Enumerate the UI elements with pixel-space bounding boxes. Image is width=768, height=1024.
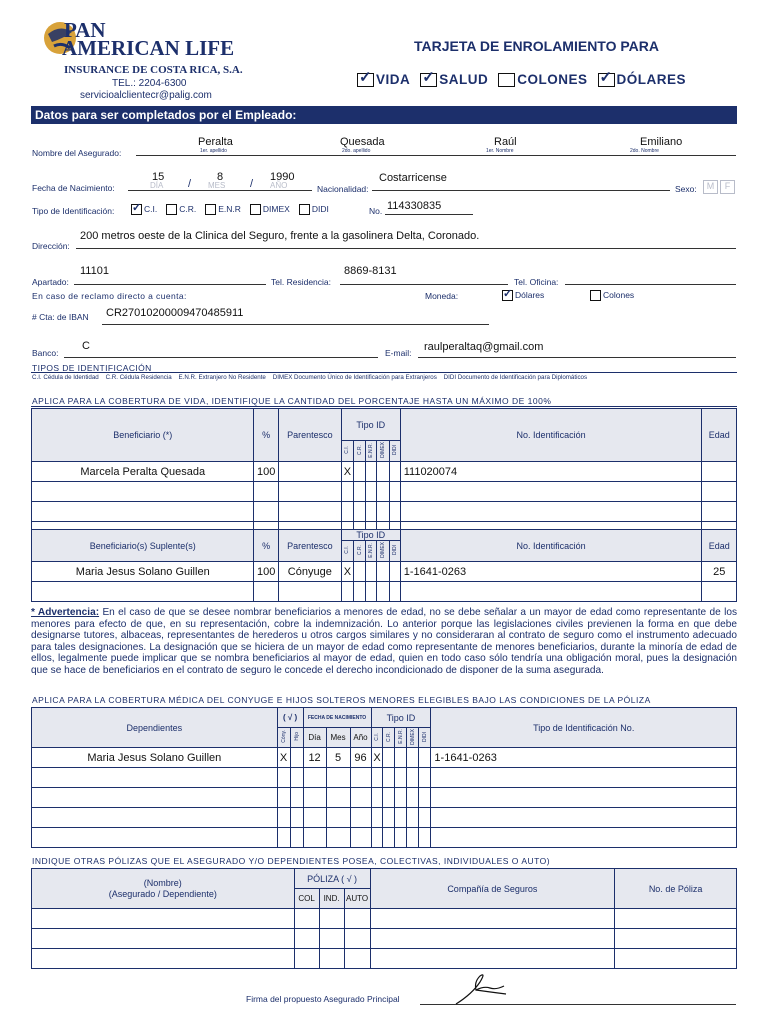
tel-office-label: Tel. Oficina: — [514, 277, 559, 287]
id-types-title: TIPOS DE IDENTIFICACIÓN — [32, 363, 152, 373]
birth-day[interactable]: 15 — [152, 171, 165, 183]
address-label: Dirección: — [32, 241, 70, 251]
id-no-label: No. — [369, 206, 383, 216]
option-vida[interactable]: ✓VIDA — [357, 72, 410, 87]
checkbox-icon[interactable] — [420, 73, 437, 87]
iban-label: # Cta: de IBAN — [32, 312, 89, 322]
birth-label: Fecha de Nacimiento: — [32, 183, 115, 193]
col-pct: % — [254, 409, 278, 462]
medical-section-title: APLICA PARA LA COBERTURA MÉDICA DEL CONYUGE E HIJOS SOLTEROS MENORES ELEGIBLES BAJO LAS CONDICIONES DE LA PÓLIZA — [32, 695, 651, 705]
table-row — [32, 929, 737, 949]
checkbox-icon[interactable] — [590, 290, 601, 301]
logo-subtitle: INSURANCE DE COSTA RICA, S.A. — [64, 64, 243, 76]
logo-american-life: AMERICAN LIFE — [62, 36, 235, 60]
email-contact: servicioalclientecr@palig.com — [80, 90, 212, 101]
currency-crc[interactable]: Colones — [590, 290, 634, 301]
col-name: (Nombre) — [143, 877, 182, 888]
table-row — [32, 808, 737, 828]
currency-label: Moneda: — [425, 291, 459, 301]
option-dolares[interactable]: ✓ DÓLARES — [598, 72, 687, 87]
currency-usd[interactable]: ✓ Dólares — [502, 290, 544, 301]
checkbox-icon[interactable] — [498, 73, 515, 87]
signature-label: Firma del propuesto Asegurado Principal — [246, 994, 400, 1004]
birth-day-sub: DÍA — [150, 181, 164, 190]
email[interactable]: raulperaltaq@gmail.com — [424, 341, 544, 353]
address[interactable]: 200 metros oeste de la Clinica del Seguro, frente a la gasolinera Delta, Coronado. — [80, 230, 480, 242]
tel-res-label: Tel. Residencia: — [271, 277, 332, 287]
beneficiaries-table: Beneficiario (*) % Parentesco Tipo ID No. Identificación Edad C.I. C.R. E.N.R. DIMEX DIDI Marcela Peralta Quesada 100 X 111020074 — [31, 408, 737, 542]
checkbox-icon[interactable] — [357, 73, 374, 87]
first-name-1-sub: 1er. Nombre — [486, 148, 514, 154]
sex-m[interactable]: M — [703, 180, 718, 194]
warning-text: En el caso de que se desee nombrar beneficiarios a menores de edad, no se debe señalar a un mayor de edad como representante de los menores para efecto de que, en su representación, cobre la indemnización. Lo anterior porque las legislaciones civiles previenen la forma en que debe designarse tutores, albaceas, representantes de herederos u otros cargos similares y no consideraran al contrato de seguro como el instrumento adecuado para tales designaciones. La designación que se hiciera de un mayor de edad como representante de menores beneficiarios, durante la minoría de edad de ellos, legalmente puede implicar que se nombra beneficiarios al mayor de edad, quien en todo caso sólo tendría una obligación moral, pues la designación que se hace de beneficiarios en el contrato de seguro le concede el derecho incondicionado de disponer de la suma asegurada. — [31, 607, 737, 676]
nationality-label: Nacionalidad: — [317, 184, 369, 194]
last-name-2[interactable]: Quesada — [340, 136, 385, 148]
id-type-enr[interactable]: E.N.R — [205, 204, 241, 215]
checkbox-icon[interactable] — [598, 73, 615, 87]
checkbox-icon[interactable] — [502, 290, 513, 301]
bank-label: Banco: — [32, 348, 59, 358]
form-title: TARJETA DE ENROLAMIENTO PARA — [414, 38, 660, 54]
table-row: Maria Jesus Solano Guillen X 12 5 96 X 1-1641-0263 — [32, 748, 737, 768]
table-row — [32, 828, 737, 848]
option-colones[interactable]: COLONES — [498, 72, 587, 87]
table-row: Marcela Peralta Quesada 100 X 111020074 — [32, 462, 737, 482]
last-name-2-sub: 2do. apellido — [342, 148, 371, 154]
signature-mark[interactable] — [450, 966, 520, 1006]
last-name-1[interactable]: Peralta — [198, 136, 233, 148]
nationality[interactable]: Costarricense — [379, 172, 447, 184]
table-row — [32, 502, 737, 522]
warning-title: * Advertencia: — [31, 607, 100, 618]
logo-pan: PAN — [64, 18, 106, 42]
table-row: Maria Jesus Solano Guillen 100 Cónyuge X 1-1641-0263 25 — [32, 562, 737, 582]
phone: TEL.: 2204-6300 — [112, 78, 187, 89]
bank[interactable]: C — [82, 340, 90, 352]
sex-f[interactable]: F — [720, 180, 735, 194]
apartado-label: Apartado: — [32, 277, 69, 287]
id-type-didi[interactable]: DIDI — [299, 204, 329, 215]
checkbox-icon[interactable] — [131, 204, 142, 215]
dependents-table: Dependientes ( √ ) FECHA DE NACIMIENTO Tipo ID Tipo de Identificación No. Cóny. Hijo Día Mes Año C.I. C.R. E.N.R. DIMEX DIDI Maria Jesus Solano Guillen X 12 5 96 X 1-1641-0263 — [31, 707, 737, 848]
insured-label: Nombre del Asegurado: — [32, 148, 122, 158]
table-row — [32, 582, 737, 602]
col-alternate: Beneficiario(s) Suplente(s) — [32, 530, 254, 562]
section-employee-title: Datos para ser completados por el Empleado: — [35, 108, 297, 122]
alternates-table: Beneficiario(s) Suplente(s) % Parentesco Tipo ID No. Identificación Edad C.I. C.R. E.N.R. DIMEX DIDI Maria Jesus Solano Guillen 100 Cónyuge X 1-1641-0263 25 — [31, 529, 737, 602]
id-number[interactable]: 114330835 — [387, 200, 442, 212]
table-row — [32, 909, 737, 929]
birth-month[interactable]: 8 — [217, 171, 224, 183]
col-policy-no: No. de Póliza — [615, 869, 737, 909]
col-beneficiary: Beneficiario (*) — [32, 409, 254, 462]
table-row — [32, 768, 737, 788]
table-row — [32, 788, 737, 808]
id-type-dimex[interactable]: DIMEX — [250, 204, 290, 215]
table-row — [32, 482, 737, 502]
col-dependents: Dependientes — [32, 708, 278, 748]
section-employee-bar — [31, 106, 737, 124]
iban[interactable]: CR27010200009470485911 — [106, 307, 244, 319]
table-row — [32, 949, 737, 969]
email-label: E-mail: — [385, 348, 412, 358]
sex-label: Sexo: — [675, 184, 697, 194]
option-salud[interactable]: ✓ SALUD — [420, 72, 488, 87]
checkbox-icon[interactable] — [299, 204, 310, 215]
first-name-1[interactable]: Raúl — [494, 136, 517, 148]
coverage-options — [357, 72, 747, 87]
id-type-ci[interactable]: ✓ C.I. — [131, 204, 157, 215]
claim-label: En caso de reclamo directo a cuenta: — [32, 291, 187, 301]
first-name-2[interactable]: Emiliano — [640, 136, 683, 148]
checkbox-icon[interactable] — [205, 204, 216, 215]
checkbox-icon[interactable] — [166, 204, 177, 215]
warning — [31, 607, 737, 677]
birth-month-sub: MES — [208, 181, 226, 190]
col-relation: Parentesco — [278, 409, 341, 462]
tel-residence[interactable]: 8869-8131 — [344, 265, 397, 277]
checkbox-icon[interactable] — [250, 204, 261, 215]
col-id-no: No. Identificación — [400, 409, 702, 462]
birth-year-sub: AÑO — [270, 181, 288, 190]
col-company: Compañía de Seguros — [370, 869, 615, 909]
col-age: Edad — [702, 409, 737, 462]
life-section-title: APLICA PARA LA COBERTURA DE VIDA, IDENTIFIQUE LA CANTIDAD DEL PORCENTAJE HASTA UN MÁXIMO DE 100% — [32, 396, 552, 406]
apartado[interactable]: 11101 — [80, 265, 109, 277]
col-tipo-id: Tipo ID — [341, 409, 400, 441]
other-section-title: INDIQUE OTRAS PÓLIZAS QUE EL ASEGURADO Y/O DEPENDIENTES POSEA, COLECTIVAS, INDIVIDUALES O AUTO) — [32, 856, 551, 866]
birth-year[interactable]: 1990 — [270, 171, 295, 183]
last-name-1-sub: 1er. apellido — [200, 148, 227, 154]
id-type-label: Tipo de Identificación: — [32, 206, 115, 216]
other-policies-table: (Nombre) (Asegurado / Dependiente) PÓLIZA ( √ ) Compañía de Seguros No. de Póliza COL IND. AUTO — [31, 868, 737, 969]
id-type-cr[interactable]: C.R. — [166, 204, 196, 215]
id-types-legend: C.I. Cédula de Identidad C.R. Cédula Residencia E.N.R. Extranjero No Residente DIMEX Documento Único de Identificación para Extranjeros DIDI Documento de Identificación para Diplomáticos — [32, 374, 588, 381]
first-name-2-sub: 2do. Nombre — [630, 148, 659, 154]
id-types — [131, 204, 329, 215]
